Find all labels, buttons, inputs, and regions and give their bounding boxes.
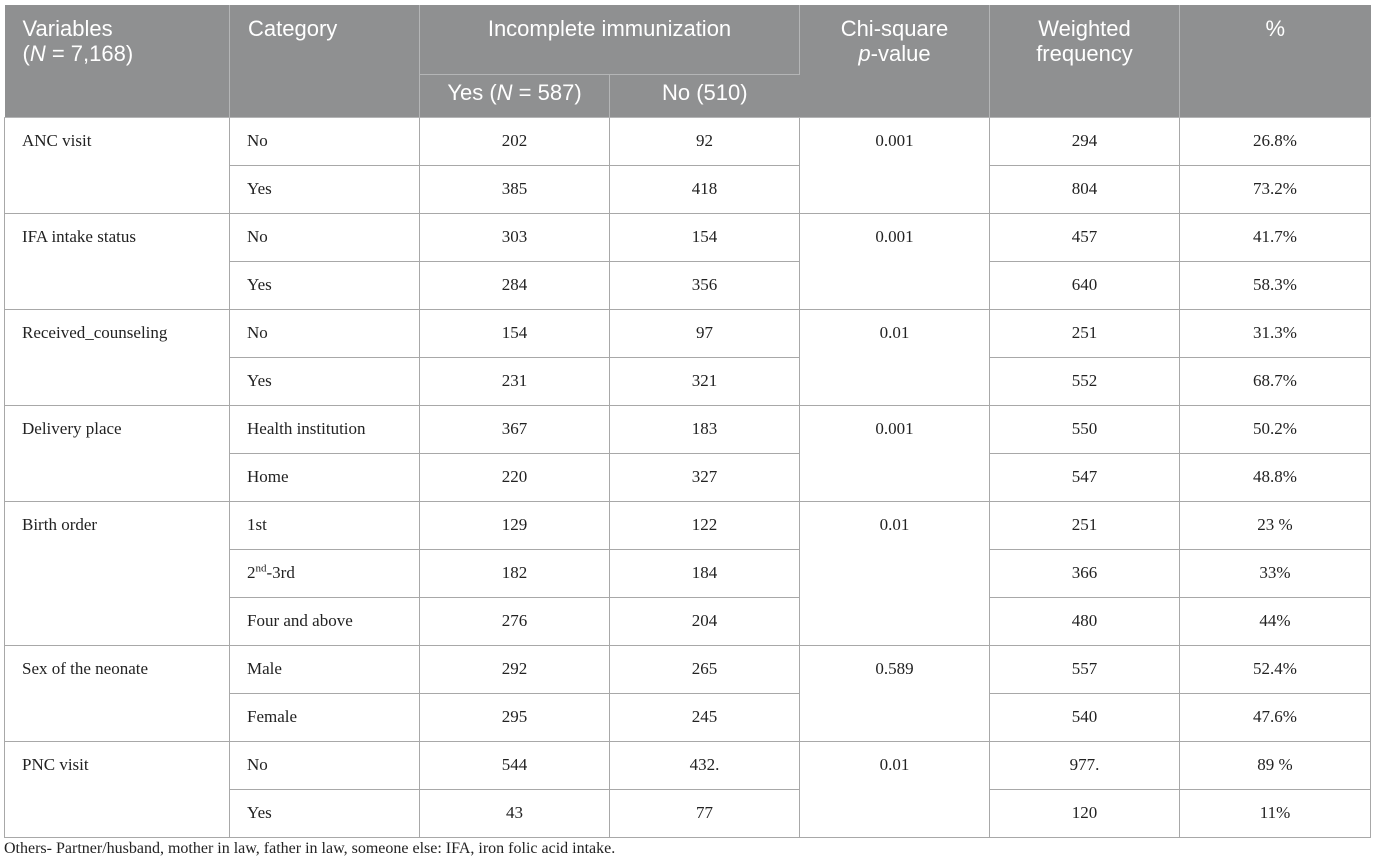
table-body	[5, 117, 1371, 837]
yes-cell: 544	[420, 741, 610, 789]
yes-cell: 303	[420, 213, 610, 261]
pvalue-cell: 0.001	[800, 405, 990, 501]
percent-cell: 44%	[1180, 597, 1371, 645]
category-cell: Yes	[230, 261, 420, 309]
no-cell: 418	[610, 165, 800, 213]
no-cell: 92	[610, 117, 800, 165]
variable-cell: Birth order	[5, 501, 230, 645]
yes-cell: 295	[420, 693, 610, 741]
category-cell: Yes	[230, 357, 420, 405]
category-cell: Home	[230, 453, 420, 501]
yes-cell: 202	[420, 117, 610, 165]
no-cell: 154	[610, 213, 800, 261]
yes-cell: 154	[420, 309, 610, 357]
variable-cell: ANC visit	[5, 117, 230, 213]
yes-cell: 385	[420, 165, 610, 213]
table-row	[5, 309, 1371, 357]
immunization-table	[4, 5, 1371, 838]
no-cell: 184	[610, 549, 800, 597]
percent-cell: 73.2%	[1180, 165, 1371, 213]
weighted-cell: 977.	[990, 741, 1180, 789]
category-cell: Female	[230, 693, 420, 741]
variable-cell: Received_counseling	[5, 309, 230, 405]
category-cell: 2nd-3rd	[230, 549, 420, 597]
pvalue-cell: 0.01	[800, 309, 990, 405]
category-cell: 1st	[230, 501, 420, 549]
yes-cell: 292	[420, 645, 610, 693]
no-cell: 265	[610, 645, 800, 693]
yes-cell: 367	[420, 405, 610, 453]
weighted-cell: 366	[990, 549, 1180, 597]
weighted-cell: 251	[990, 309, 1180, 357]
percent-cell: 50.2%	[1180, 405, 1371, 453]
header-percent: %	[1180, 5, 1371, 117]
table-row	[5, 213, 1371, 261]
header-yes: Yes (N = 587)	[420, 74, 610, 117]
no-cell: 77	[610, 789, 800, 837]
yes-cell: 284	[420, 261, 610, 309]
weighted-cell: 547	[990, 453, 1180, 501]
percent-cell: 26.8%	[1180, 117, 1371, 165]
no-cell: 97	[610, 309, 800, 357]
weighted-cell: 480	[990, 597, 1180, 645]
no-cell: 432.	[610, 741, 800, 789]
yes-cell: 220	[420, 453, 610, 501]
header-weighted-frequency: Weighted frequency	[990, 5, 1180, 117]
weighted-cell: 540	[990, 693, 1180, 741]
percent-cell: 33%	[1180, 549, 1371, 597]
category-cell: Yes	[230, 165, 420, 213]
percent-cell: 89 %	[1180, 741, 1371, 789]
category-cell: No	[230, 117, 420, 165]
category-cell: No	[230, 213, 420, 261]
category-cell: Male	[230, 645, 420, 693]
percent-cell: 68.7%	[1180, 357, 1371, 405]
variable-cell: PNC visit	[5, 741, 230, 837]
weighted-cell: 557	[990, 645, 1180, 693]
table-row	[5, 117, 1371, 165]
table-row	[5, 501, 1371, 549]
table-row	[5, 405, 1371, 453]
percent-cell: 31.3%	[1180, 309, 1371, 357]
variable-cell: Sex of the neonate	[5, 645, 230, 741]
category-cell: Health institution	[230, 405, 420, 453]
header-chi-square: Chi-square p-value	[800, 5, 990, 117]
no-cell: 122	[610, 501, 800, 549]
percent-cell: 52.4%	[1180, 645, 1371, 693]
percent-cell: 48.8%	[1180, 453, 1371, 501]
pvalue-cell: 0.001	[800, 213, 990, 309]
table-header	[5, 5, 1371, 117]
yes-cell: 129	[420, 501, 610, 549]
percent-cell: 47.6%	[1180, 693, 1371, 741]
yes-cell: 231	[420, 357, 610, 405]
weighted-cell: 120	[990, 789, 1180, 837]
no-cell: 356	[610, 261, 800, 309]
weighted-cell: 251	[990, 501, 1180, 549]
category-cell: No	[230, 741, 420, 789]
percent-cell: 23 %	[1180, 501, 1371, 549]
category-cell: Yes	[230, 789, 420, 837]
no-cell: 245	[610, 693, 800, 741]
yes-cell: 276	[420, 597, 610, 645]
no-cell: 204	[610, 597, 800, 645]
category-cell: No	[230, 309, 420, 357]
weighted-cell: 550	[990, 405, 1180, 453]
table-row	[5, 645, 1371, 693]
category-cell: Four and above	[230, 597, 420, 645]
yes-cell: 43	[420, 789, 610, 837]
weighted-cell: 552	[990, 357, 1180, 405]
pvalue-cell: 0.589	[800, 645, 990, 741]
header-variables: Variables (N = 7,168)	[5, 5, 230, 117]
percent-cell: 58.3%	[1180, 261, 1371, 309]
no-cell: 327	[610, 453, 800, 501]
pvalue-cell: 0.01	[800, 741, 990, 837]
table-row	[5, 741, 1371, 789]
weighted-cell: 294	[990, 117, 1180, 165]
pvalue-cell: 0.01	[800, 501, 990, 645]
yes-cell: 182	[420, 549, 610, 597]
pvalue-cell: 0.001	[800, 117, 990, 213]
percent-cell: 41.7%	[1180, 213, 1371, 261]
no-cell: 321	[610, 357, 800, 405]
table-footnote: Others- Partner/husband, mother in law, father in law, someone else: IFA, iron folic acid intake.	[4, 840, 616, 857]
header-incomplete-immunization: Incomplete immunization	[420, 5, 800, 74]
weighted-cell: 640	[990, 261, 1180, 309]
percent-cell: 11%	[1180, 789, 1371, 837]
header-category: Category	[230, 5, 420, 117]
weighted-cell: 804	[990, 165, 1180, 213]
weighted-cell: 457	[990, 213, 1180, 261]
header-no: No (510)	[610, 74, 800, 117]
no-cell: 183	[610, 405, 800, 453]
variable-cell: Delivery place	[5, 405, 230, 501]
variable-cell: IFA intake status	[5, 213, 230, 309]
